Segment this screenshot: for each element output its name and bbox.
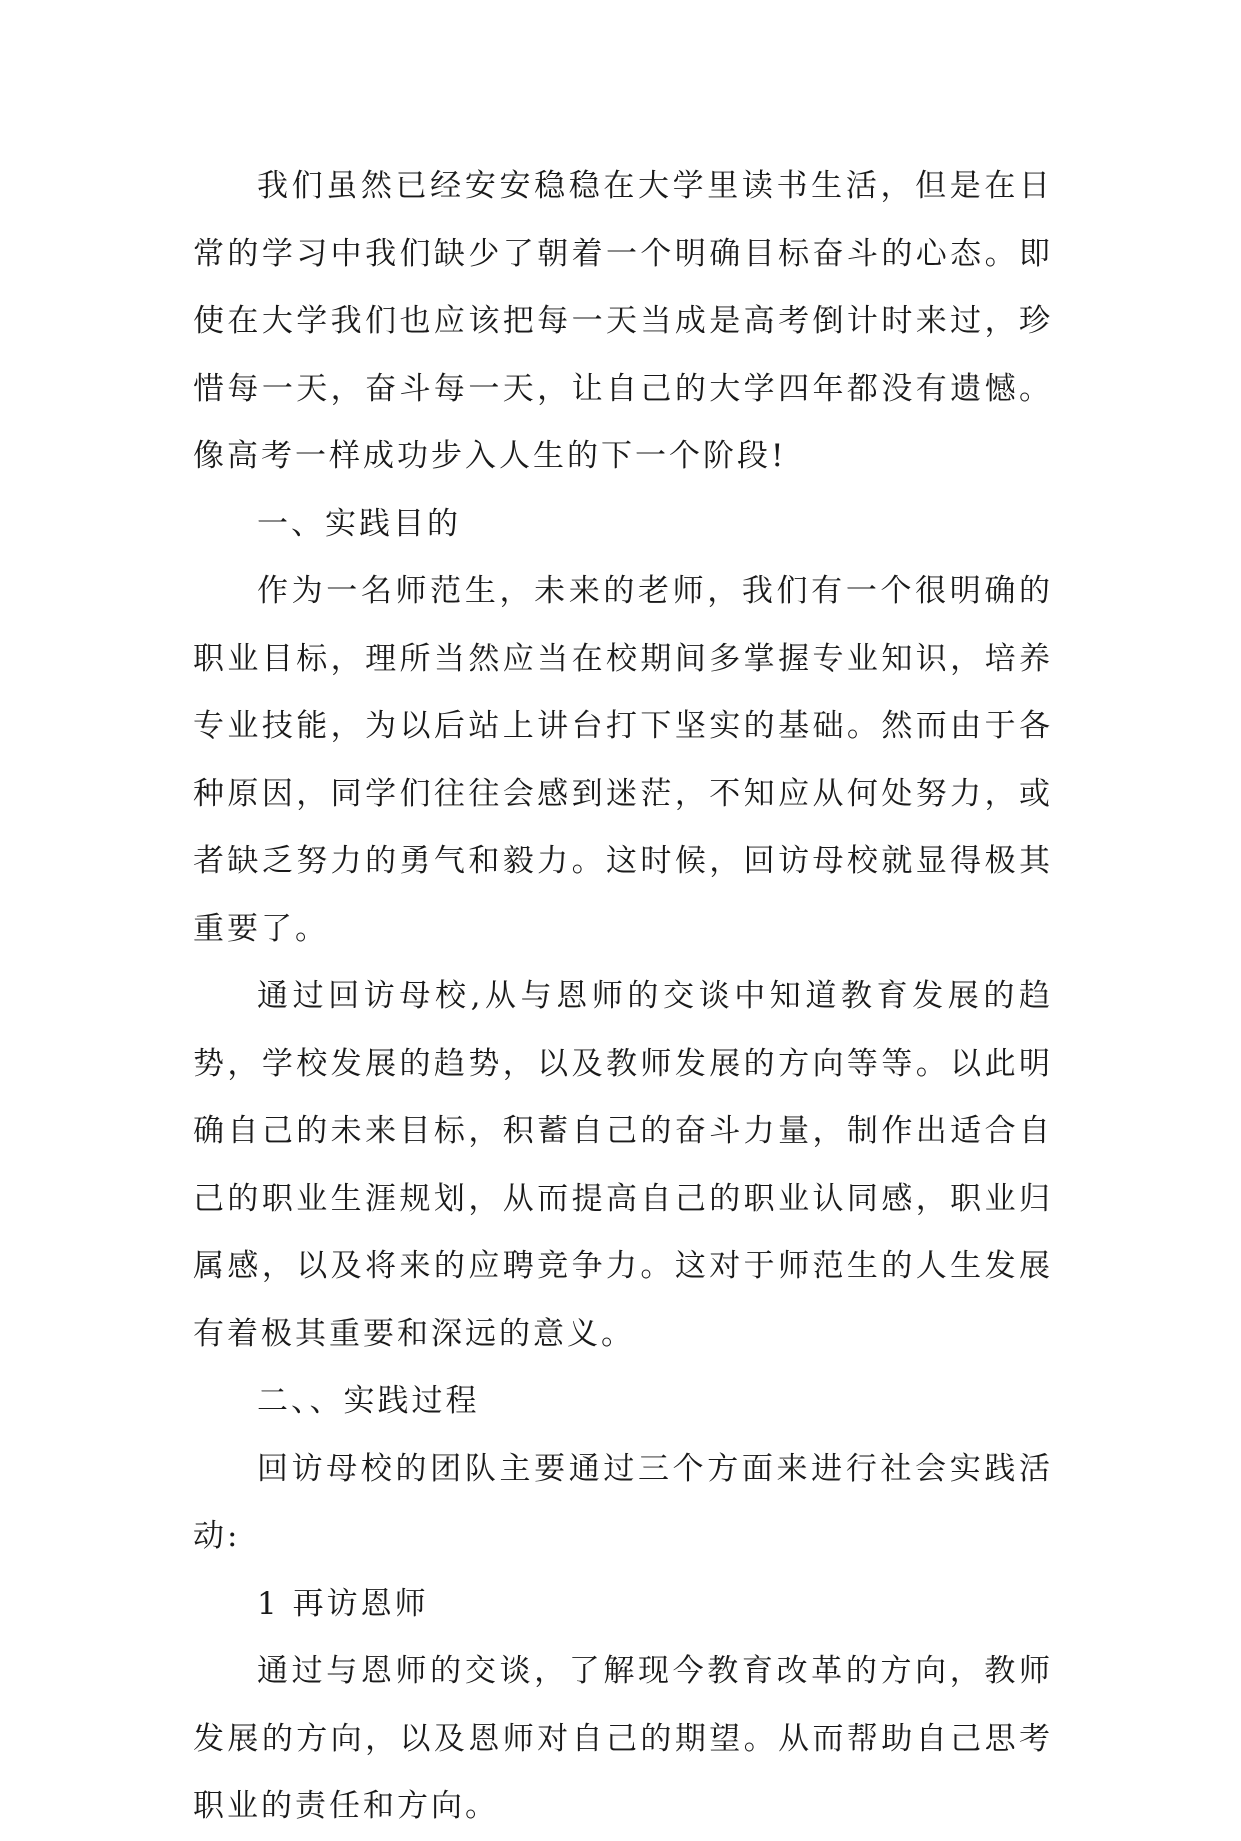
subheading-revisit-teachers: 1 再访恩师 xyxy=(257,1585,429,1622)
paragraph-process-intro: 回访母校的团队主要通过三个方面来进行社会实践活动: xyxy=(193,1450,1053,1554)
heading-practice-process: 二、、实践过程 xyxy=(257,1383,480,1419)
paragraph-purpose-1: 作为一名师范生，未来的老师，我们有一个很明确的职业目标，理所当然应当在校期间多掌握专业知识，培养专业技能，为以后站上讲台打下坚实的基础。然而由于各种原因，同学们往往会感到迷茫，不知应从何处努力，或者缺乏努力的勇气和毅力。这时候，回访母校就显得极其重要了。 xyxy=(193,573,1053,947)
paragraph-intro: 我们虽然已经安安稳稳在大学里读书生活，但是在日常的学习中我们缺少了朝着一个明确目标奋斗的心态。即使在大学我们也应该把每一天当成是高考倒计时来过，珍惜每一天，奋斗每一天，让自己的大学四年都没有遗憾。像高考一样成功步入人生的下一个阶段! xyxy=(193,168,1053,474)
paragraph-revisit-teachers: 通过与恩师的交谈，了解现今教育改革的方向，教师发展的方向，以及恩师对自己的期望。从而帮助自己思考职业的责任和方向。 xyxy=(193,1653,1053,1824)
heading-practice-purpose: 一、实践目的 xyxy=(257,505,461,542)
document-page xyxy=(193,153,1053,1841)
paragraph-purpose-2: 通过回访母校,从与恩师的交谈中知道教育发展的趋势，学校发展的趋势，以及教师发展的方向等等。以此明确自己的未来目标，积蓄自己的奋斗力量，制作出适合自己的职业生涯规划，从而提高自己的职业认同感，职业归属感，以及将来的应聘竞争力。这对于师范生的人生发展有着极其重要和深远的意义。 xyxy=(193,978,1053,1352)
